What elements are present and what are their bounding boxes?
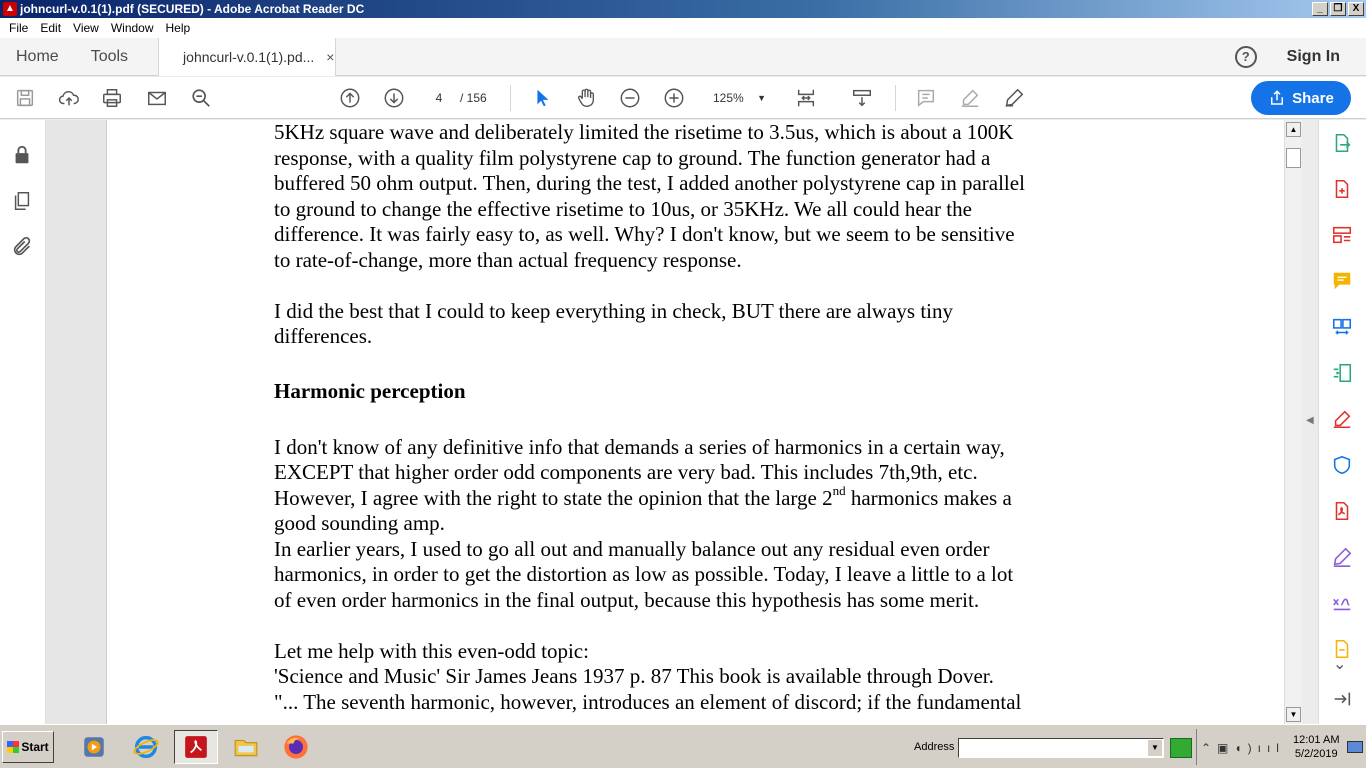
chevron-down-icon[interactable]: ⌄ xyxy=(1333,656,1347,673)
close-button[interactable]: X xyxy=(1348,2,1364,16)
section-heading: Harmonic perception xyxy=(274,379,466,403)
collapse-tools-pane-icon[interactable] xyxy=(1331,688,1355,712)
share-button[interactable] xyxy=(1251,81,1351,115)
text-line: difference. It was fairly easy to, as well. Why? I don't know, but we seem to be sensitive xyxy=(274,222,1015,246)
menu-help[interactable]: Help xyxy=(165,21,191,35)
file-explorer-icon[interactable] xyxy=(224,730,268,764)
text-line: 5KHz square wave and deliberately limited the risetime to 3.5us, which is about a 100K xyxy=(274,120,1014,144)
chevron-down-icon: ▼ xyxy=(757,93,766,103)
text-line: harmonics, in order to get the distortion as low as possible. Today, I leave a little to a lot xyxy=(274,562,1014,586)
menu-window[interactable]: Window xyxy=(110,21,154,35)
vertical-scrollbar[interactable] xyxy=(1284,120,1302,724)
text-line: "... The seventh harmonic, however, introduces an element of discord; if the fundamental xyxy=(274,689,1022,714)
fill-sign-xa-icon[interactable] xyxy=(1331,592,1355,616)
text-line-with-superscript xyxy=(274,482,1074,512)
menu-file[interactable]: File xyxy=(9,21,29,35)
page-fit-icon[interactable] xyxy=(794,86,818,110)
address-label: Address xyxy=(914,741,955,753)
title-bar xyxy=(0,0,1366,18)
windows-flag-icon xyxy=(7,741,19,753)
sign-in-button[interactable]: Sign In xyxy=(1286,47,1340,65)
tab-document-label: johncurl-v.0.1(1).pd... xyxy=(183,48,315,65)
menu-view[interactable]: View xyxy=(73,21,99,35)
acrobat-pdf-icon[interactable] xyxy=(1331,500,1355,524)
tab-bar xyxy=(0,38,1366,76)
acrobat-reader-taskbar-icon[interactable] xyxy=(174,730,218,764)
share-icon xyxy=(1268,89,1286,107)
menu-bar xyxy=(0,18,1366,38)
text-line: to rate-of-change, more than actual frequency response. xyxy=(274,247,742,272)
text-line: 'Science and Music' Sir James Jeans 1937 p. 87 This book is available through Dover. xyxy=(274,664,994,688)
text-line: Let me help with this even-odd topic: xyxy=(274,638,589,663)
window-controls xyxy=(1312,2,1364,16)
show-desktop-icon[interactable] xyxy=(1347,741,1363,753)
sign-pen-icon[interactable] xyxy=(1002,86,1026,110)
start-label: Start xyxy=(21,740,49,754)
export-pdf-icon[interactable] xyxy=(1331,132,1355,156)
scroll-down-arrow-icon[interactable]: ▼ xyxy=(1286,707,1301,722)
scroll-mode-icon[interactable] xyxy=(850,86,874,110)
toolbar-divider xyxy=(895,85,896,111)
chevron-down-icon[interactable]: ▼ xyxy=(1148,740,1162,756)
search-icon[interactable] xyxy=(189,86,213,110)
page-total: / 156 xyxy=(460,91,487,105)
left-nav-panel xyxy=(0,120,46,724)
start-button[interactable] xyxy=(2,731,54,763)
text-line: response, with a quality film polystyrene cap to ground. The function generator had a xyxy=(274,145,991,170)
tab-home[interactable]: Home xyxy=(16,47,59,65)
zoom-in-icon[interactable] xyxy=(662,86,686,110)
lock-icon[interactable] xyxy=(11,144,35,168)
select-cursor-icon[interactable] xyxy=(530,86,554,110)
superscript: nd xyxy=(832,482,846,498)
scroll-up-arrow-icon[interactable]: ▲ xyxy=(1286,122,1301,137)
text-line: buffered 50 ohm output. Then, during the test, I added another polystyrene cap in parallel xyxy=(274,171,1025,195)
minimize-button[interactable]: _ xyxy=(1312,2,1328,16)
media-player-icon[interactable] xyxy=(72,730,116,764)
signature-pen-icon[interactable] xyxy=(1331,546,1355,570)
text-line: good sounding amp. xyxy=(274,511,445,535)
zoom-dropdown[interactable] xyxy=(704,87,770,109)
tray-icons[interactable]: ⌃▣◖)ııl xyxy=(1201,741,1285,755)
comment-icon[interactable] xyxy=(914,86,938,110)
restore-button[interactable]: ❐ xyxy=(1330,2,1346,16)
document-viewport[interactable] xyxy=(46,120,1284,724)
text-line: I did the best that I could to keep everything in check, BUT there are always tiny xyxy=(274,298,953,323)
clock-date: 5/2/2019 xyxy=(1294,748,1338,760)
menu-edit[interactable]: Edit xyxy=(40,21,62,35)
tab-tools[interactable]: Tools xyxy=(90,47,129,65)
next-page-icon[interactable] xyxy=(382,86,406,110)
right-tools-panel xyxy=(1318,120,1366,724)
text-fragment: harmonics makes a xyxy=(845,485,1012,510)
protect-shield-icon[interactable] xyxy=(1331,454,1355,478)
window-title: johncurl-v.0.1(1).pdf (SECURED) - Adobe Acrobat Reader DC xyxy=(20,2,365,16)
email-icon[interactable] xyxy=(145,86,169,110)
upload-cloud-icon[interactable] xyxy=(57,86,81,110)
share-label: Share xyxy=(1292,89,1334,107)
acrobat-app-icon: ▲ xyxy=(3,2,17,16)
toolbar xyxy=(0,77,1366,119)
taskbar xyxy=(0,724,1366,768)
text-line: to ground to change the effective risetime to 10us, or 35KHz. We all could hear the xyxy=(274,196,972,221)
text-line: of even order harmonics in the final output, because this hypothesis has some merit. xyxy=(274,587,980,612)
help-icon[interactable]: ? xyxy=(1235,46,1257,68)
fill-sign-icon[interactable] xyxy=(1331,408,1355,432)
compare-files-icon[interactable] xyxy=(1331,316,1355,340)
text-line: In earlier years, I used to go all out and manually balance out any residual even order xyxy=(274,536,990,561)
scrollbar-thumb[interactable] xyxy=(1286,148,1301,168)
page-thumbnails-icon[interactable] xyxy=(11,190,35,214)
internet-explorer-icon[interactable] xyxy=(124,730,168,764)
system-tray xyxy=(1196,729,1366,765)
combine-files-icon[interactable] xyxy=(1331,362,1355,386)
collapse-right-panel-icon[interactable]: ◀ xyxy=(1306,415,1314,426)
previous-page-icon[interactable] xyxy=(338,86,362,110)
tab-document[interactable] xyxy=(158,38,336,76)
organize-pages-icon[interactable] xyxy=(1331,224,1355,248)
page-text xyxy=(274,120,1074,715)
firefox-icon[interactable] xyxy=(274,730,318,764)
clock-time: 12:01 AM xyxy=(1293,734,1340,746)
create-pdf-icon[interactable] xyxy=(1331,178,1355,202)
text-line: differences. xyxy=(274,324,373,348)
highlight-pen-icon[interactable] xyxy=(958,86,982,110)
pdf-page xyxy=(106,120,1284,724)
address-input[interactable] xyxy=(958,738,1164,758)
comment-tool-icon[interactable] xyxy=(1331,270,1355,294)
clock[interactable] xyxy=(1293,733,1339,761)
go-arrow-icon[interactable] xyxy=(1170,738,1192,758)
close-tab-icon[interactable]: × xyxy=(326,48,335,65)
text-line: I don't know of any definitive info that demands a series of harmonics in a certain way, xyxy=(274,434,1005,459)
toolbar-divider xyxy=(510,85,511,111)
text-fragment: However, I agree with the right to state the opinion that the large 2 xyxy=(274,485,833,510)
zoom-out-icon[interactable] xyxy=(618,86,642,110)
page-number-input[interactable]: 4 xyxy=(435,91,443,105)
attachment-paperclip-icon[interactable] xyxy=(11,236,35,260)
print-icon[interactable] xyxy=(100,86,124,110)
save-icon[interactable] xyxy=(13,86,37,110)
hand-tool-icon[interactable] xyxy=(574,86,598,110)
text-line: EXCEPT that higher order odd components are very bad. This includes 7th,9th, etc. xyxy=(274,460,978,484)
zoom-value: 125% xyxy=(713,91,744,105)
